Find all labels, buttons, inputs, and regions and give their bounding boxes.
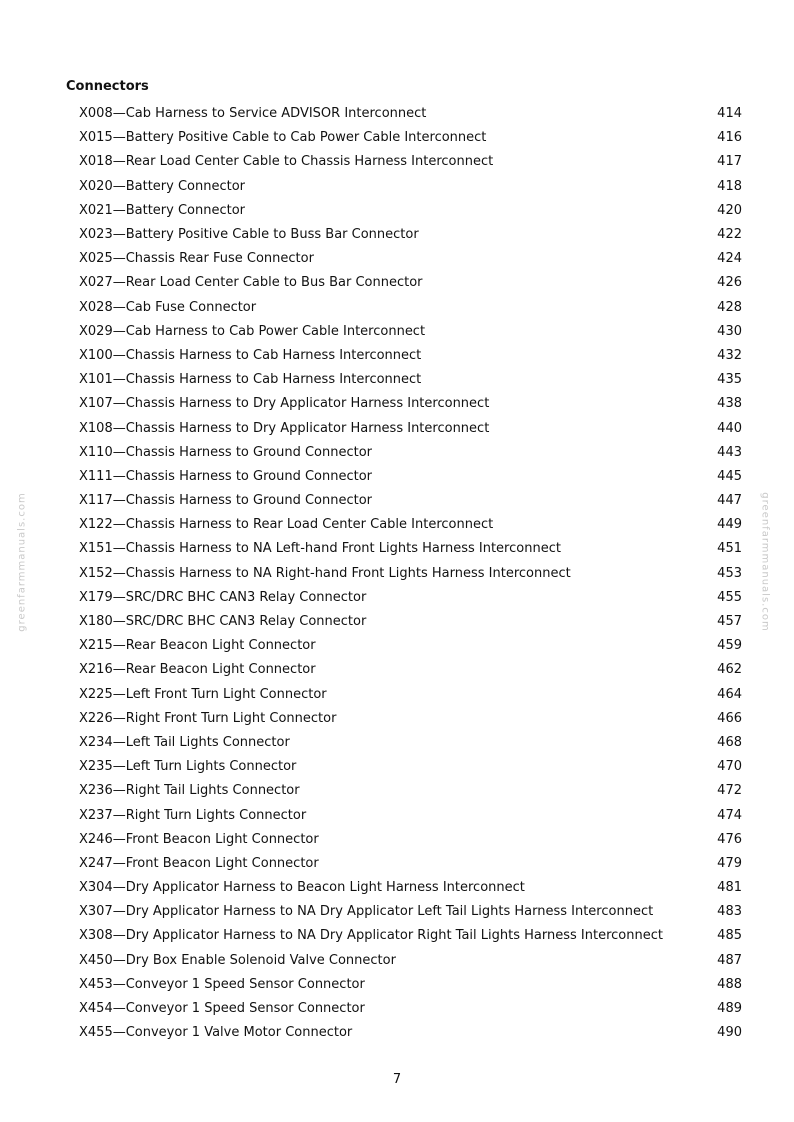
toc-entry[interactable] (79, 175, 742, 199)
toc-entry-page: 435 (717, 372, 742, 388)
toc-entry-title: X247—Front Beacon Light Connector (79, 855, 319, 871)
toc-entry[interactable] (79, 441, 742, 465)
page-number: 7 (392, 1072, 402, 1087)
toc-entry-page: 488 (717, 976, 742, 992)
toc-entry[interactable] (79, 610, 742, 634)
toc-entry-title: X225—Left Front Turn Light Connector (79, 686, 327, 702)
toc-entry-title: X180—SRC/DRC BHC CAN3 Relay Connector (79, 614, 367, 630)
toc-entry[interactable] (79, 876, 742, 900)
toc-entry-title: X234—Left Tail Lights Connector (79, 734, 290, 750)
toc-entry[interactable] (79, 586, 742, 610)
toc-entry-title: X110—Chassis Harness to Ground Connector (79, 444, 373, 460)
toc-entry-page: 414 (717, 106, 742, 122)
toc-entry[interactable] (79, 900, 742, 924)
toc-entry-title: X029—Cab Harness to Cab Power Cable Interconnect (79, 323, 426, 339)
toc-entry[interactable] (79, 973, 742, 997)
toc-entry-title: X304—Dry Applicator Harness to Beacon Light Harness Interconnect (79, 880, 525, 896)
toc-entry-page: 424 (717, 251, 742, 267)
toc-entry[interactable] (79, 247, 742, 271)
toc-entry-title: X100—Chassis Harness to Cab Harness Interconnect (79, 347, 422, 363)
toc-entry[interactable] (79, 828, 742, 852)
toc-entry-title: X111—Chassis Harness to Ground Connector (79, 468, 373, 484)
toc-entry-title: X454—Conveyor 1 Speed Sensor Connector (79, 1001, 365, 1017)
toc-entry-page: 443 (717, 444, 742, 460)
toc-entry-page: 459 (717, 638, 742, 654)
toc-entry-title: X023—Battery Positive Cable to Buss Bar Connector (79, 227, 419, 243)
toc-entry[interactable] (79, 465, 742, 489)
toc-entry-title: X008—Cab Harness to Service ADVISOR Interconnect (79, 106, 427, 122)
toc-entry-title: X020—Battery Connector (79, 178, 246, 194)
toc-entry-page: 485 (717, 928, 742, 944)
toc-entry[interactable] (79, 803, 742, 827)
toc-entry-page: 438 (717, 396, 742, 412)
toc-entry-page: 466 (717, 710, 742, 726)
toc-entry[interactable] (79, 489, 742, 513)
toc-entry-page: 451 (717, 541, 742, 557)
toc-entry[interactable] (79, 271, 742, 295)
toc-entry-title: X028—Cab Fuse Connector (79, 299, 257, 315)
toc-entry[interactable] (79, 126, 742, 150)
toc-entry-title: X025—Chassis Rear Fuse Connector (79, 251, 314, 267)
toc-entry[interactable] (79, 150, 742, 174)
toc-entry-page: 426 (717, 275, 742, 291)
section-heading: Connectors (66, 79, 149, 94)
toc-entry[interactable] (79, 102, 742, 126)
toc-entry-page: 447 (717, 493, 742, 509)
toc-entry-page: 449 (717, 517, 742, 533)
toc-entry-title: X453—Conveyor 1 Speed Sensor Connector (79, 976, 365, 992)
toc-entry[interactable] (79, 320, 742, 344)
toc-entry-title: X450—Dry Box Enable Solenoid Valve Connector (79, 952, 396, 968)
toc-entry[interactable] (79, 344, 742, 368)
toc-entry-title: X215—Rear Beacon Light Connector (79, 638, 316, 654)
toc-entry[interactable] (79, 924, 742, 948)
toc-entry-page: 432 (717, 347, 742, 363)
toc-entry-page: 418 (717, 178, 742, 194)
toc-entry[interactable] (79, 779, 742, 803)
toc-entry-page: 481 (717, 880, 742, 896)
toc-entry[interactable] (79, 296, 742, 320)
toc-entry-page: 417 (717, 154, 742, 170)
toc-entry[interactable] (79, 392, 742, 416)
toc-entry[interactable] (79, 755, 742, 779)
toc-entry[interactable] (79, 658, 742, 682)
toc-entry-title: X237—Right Turn Lights Connector (79, 807, 307, 823)
toc-entry-page: 472 (717, 783, 742, 799)
toc-entry-page: 476 (717, 831, 742, 847)
toc-entry-title: X226—Right Front Turn Light Connector (79, 710, 337, 726)
toc-entry[interactable] (79, 997, 742, 1021)
toc-entry[interactable] (79, 537, 742, 561)
toc-entry-title: X236—Right Tail Lights Connector (79, 783, 300, 799)
toc-entry-title: X216—Rear Beacon Light Connector (79, 662, 316, 678)
toc-entry-page: 468 (717, 734, 742, 750)
toc-entry-title: X027—Rear Load Center Cable to Bus Bar Connector (79, 275, 423, 291)
toc-entry[interactable] (79, 416, 742, 440)
toc-entry-page: 490 (717, 1025, 742, 1041)
toc-entry-page: 416 (717, 130, 742, 146)
toc-entry-title: X107—Chassis Harness to Dry Applicator Harness Interconnect (79, 396, 490, 412)
toc-entry[interactable] (79, 1021, 742, 1045)
toc-entry-page: 440 (717, 420, 742, 436)
toc-list (79, 102, 742, 1045)
toc-entry-page: 483 (717, 904, 742, 920)
toc-entry[interactable] (79, 683, 742, 707)
toc-entry-title: X101—Chassis Harness to Cab Harness Interconnect (79, 372, 422, 388)
toc-entry-title: X015—Battery Positive Cable to Cab Power Cable Interconnect (79, 130, 487, 146)
toc-entry-title: X152—Chassis Harness to NA Right-hand Front Lights Harness Interconnect (79, 565, 571, 581)
toc-entry-title: X122—Chassis Harness to Rear Load Center Cable Interconnect (79, 517, 494, 533)
toc-entry-title: X235—Left Turn Lights Connector (79, 759, 297, 775)
toc-entry[interactable] (79, 562, 742, 586)
toc-entry-page: 462 (717, 662, 742, 678)
toc-entry-page: 489 (717, 1001, 742, 1017)
watermark-right: greenfarmmanuals.com (759, 492, 771, 632)
toc-entry[interactable] (79, 368, 742, 392)
toc-entry-page: 479 (717, 855, 742, 871)
toc-entry-title: X018—Rear Load Center Cable to Chassis Harness Interconnect (79, 154, 494, 170)
toc-entry-title: X108—Chassis Harness to Dry Applicator Harness Interconnect (79, 420, 490, 436)
toc-entry-title: X117—Chassis Harness to Ground Connector (79, 493, 373, 509)
toc-entry[interactable] (79, 852, 742, 876)
toc-entry-page: 422 (717, 227, 742, 243)
toc-entry[interactable] (79, 707, 742, 731)
toc-entry-title: X151—Chassis Harness to NA Left-hand Front Lights Harness Interconnect (79, 541, 561, 557)
toc-entry[interactable] (79, 513, 742, 537)
toc-entry-page: 470 (717, 759, 742, 775)
toc-entry-page: 474 (717, 807, 742, 823)
watermark-left: greenfarmmanuals.com (16, 492, 28, 632)
toc-entry-page: 428 (717, 299, 742, 315)
toc-entry-title: X179—SRC/DRC BHC CAN3 Relay Connector (79, 589, 367, 605)
toc-entry-page: 430 (717, 323, 742, 339)
toc-entry[interactable] (79, 731, 742, 755)
toc-entry-page: 457 (717, 614, 742, 630)
toc-entry[interactable] (79, 223, 742, 247)
toc-entry[interactable] (79, 634, 742, 658)
toc-entry-page: 445 (717, 468, 742, 484)
toc-entry-title: X455—Conveyor 1 Valve Motor Connector (79, 1025, 353, 1041)
toc-entry-title: X021—Battery Connector (79, 202, 246, 218)
toc-entry-title: X307—Dry Applicator Harness to NA Dry Applicator Left Tail Lights Harness Interconnect (79, 904, 654, 920)
toc-entry-page: 420 (717, 202, 742, 218)
toc-entry[interactable] (79, 199, 742, 223)
toc-entry[interactable] (79, 949, 742, 973)
toc-entry-page: 464 (717, 686, 742, 702)
toc-entry-title: X308—Dry Applicator Harness to NA Dry Applicator Right Tail Lights Harness Interconnect (79, 928, 663, 944)
toc-entry-title: X246—Front Beacon Light Connector (79, 831, 319, 847)
toc-entry-page: 487 (717, 952, 742, 968)
toc-entry-page: 453 (717, 565, 742, 581)
toc-entry-page: 455 (717, 589, 742, 605)
